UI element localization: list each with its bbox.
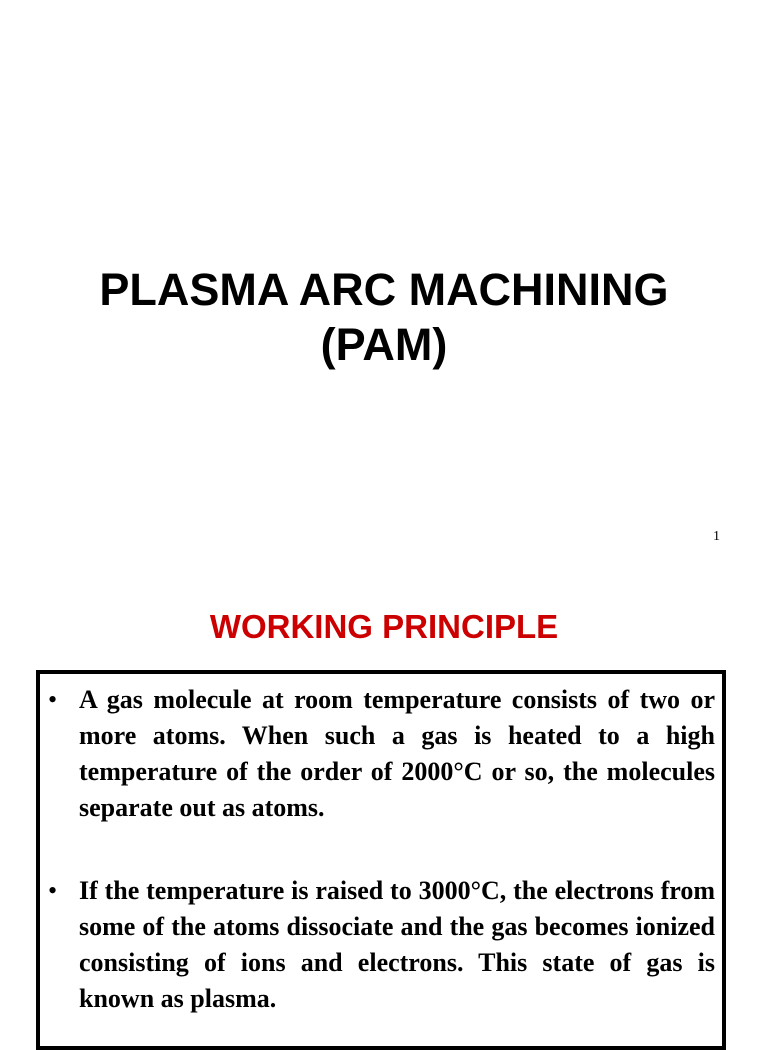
bullet-text: A gas molecule at room temperature consists of two or more atoms. When such a gas is heated to a high temperature of the order of 2000°C or so, the molecules separate out as atoms. [79,685,715,822]
bullet-item [48,873,715,1017]
slide-title [0,262,768,372]
content-box [36,670,726,1050]
bullet-item [48,682,715,826]
slide-title-line-2: (PAM) [320,319,448,370]
bullet-icon: • [48,685,58,714]
bullet-text: If the temperature is raised to 3000°C, the electrons from some of the atoms dissociate and the gas becomes ionized consisting of ions and electrons. This state of gas is known as plasma. [79,876,715,1013]
slide-title-line-1: PLASMA ARC MACHINING [99,264,669,315]
bullet-list [48,682,715,1017]
section-heading: WORKING PRINCIPLE [209,608,559,645]
page-number: 1 [713,529,720,544]
bullet-icon: • [48,876,58,905]
